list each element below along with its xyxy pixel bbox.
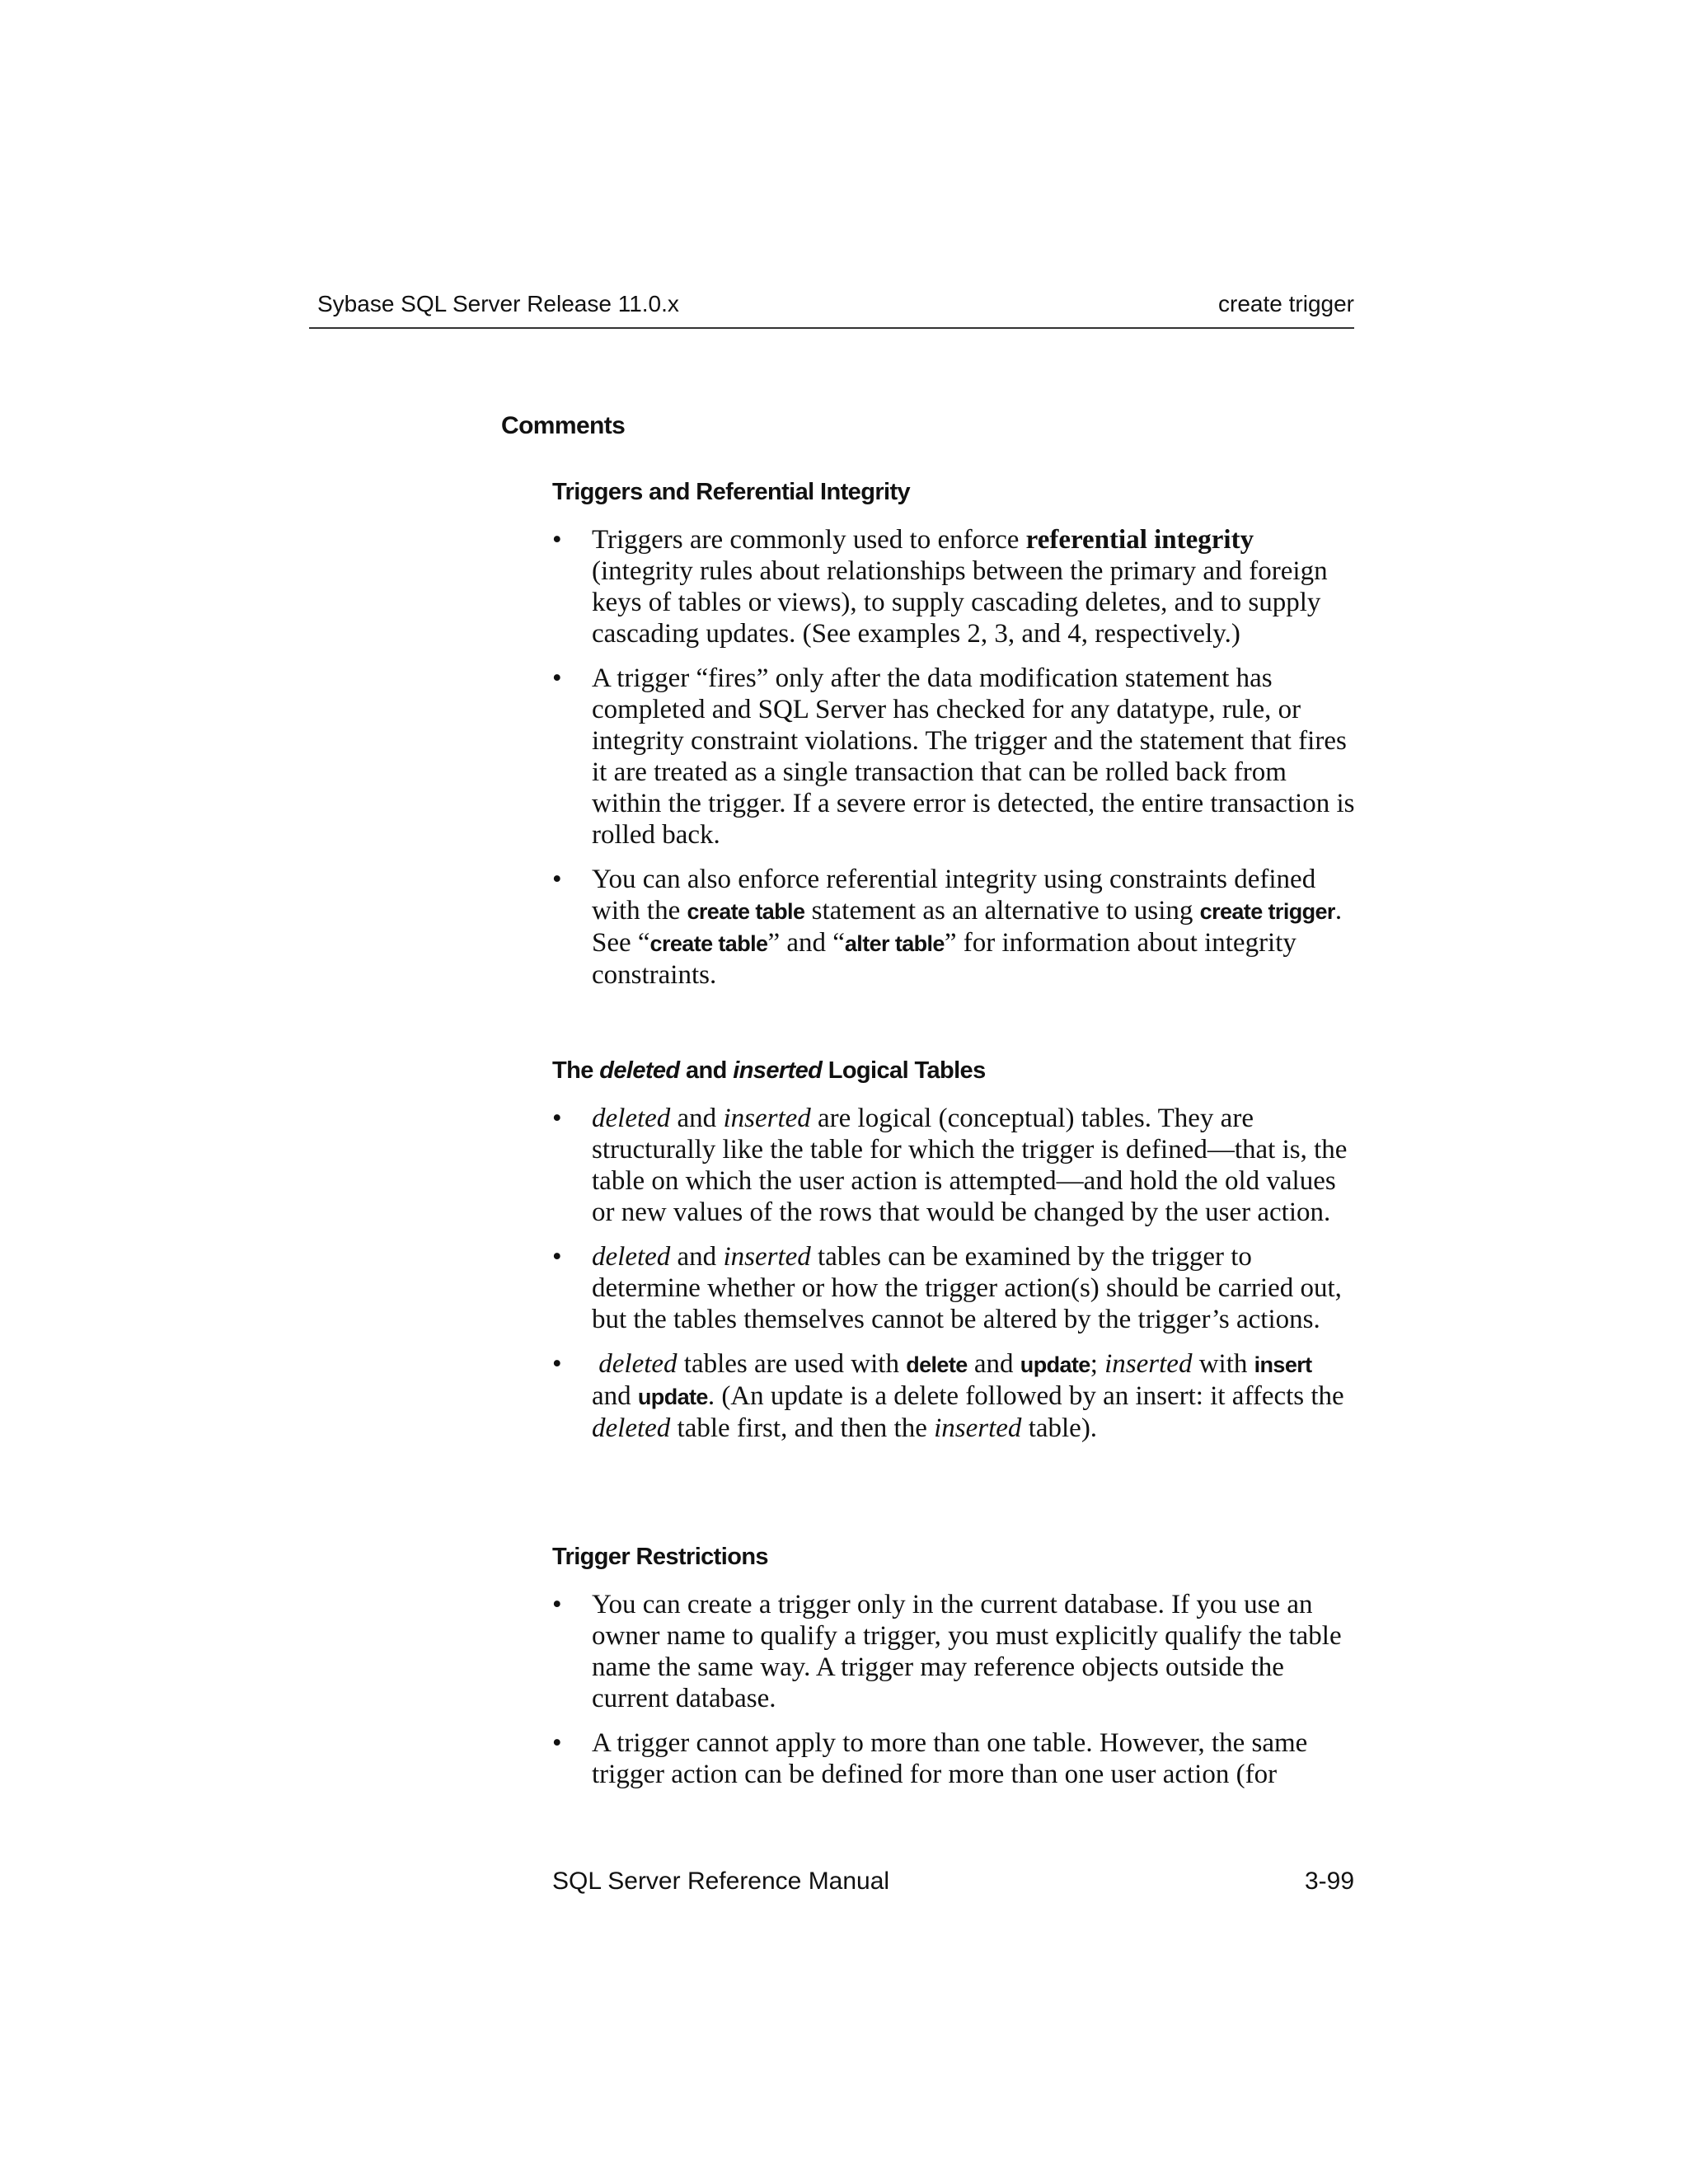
header-divider [309,327,1354,329]
list-item: • deleted and inserted are logical (conceptual) tables. They are structurally like the table for which the trigger is defined—that is, the table on which the user action is attempted—and hold the old values or new values of the rows that would be changed by the user action. [552,1104,1348,1227]
bold-term: referential integrity [1025,525,1254,555]
running-footer-title: SQL Server Reference Manual [552,1868,890,1895]
bullet-icon: • [552,1242,562,1272]
bullet-icon: • [552,663,562,693]
subheading-trigger-restrictions: Trigger Restrictions [552,1544,768,1570]
list-item: • You can also enforce referential integrity using constraints defined with the create table statement as an alternative to using create trigger. See “create table” and “alter table” for information about integrity constraints. [552,865,1343,990]
bullet-icon: • [552,1590,562,1619]
code-term: create trigger [1199,899,1335,924]
code-term: delete [906,1352,968,1377]
code-term: create table [649,931,768,956]
bullet-list-referential-integrity [552,524,1356,1004]
running-header-section: create trigger [1218,291,1354,316]
list-item: • deleted tables are used with delete and update; inserted with insert and update. (An update is a delete followed by an insert: it affects the deleted table first, and then the inserted table). [552,1349,1344,1443]
bullet-icon: • [552,525,562,555]
subheading-referential-integrity: Triggers and Referential Integrity [552,479,911,505]
bullet-list-trigger-restrictions [552,1589,1356,1803]
list-item: • Triggers are commonly used to enforce referential integrity (integrity rules about relationships between the primary and foreign keys of tables or views), to supply cascading deletes, and to supply cascading updates. (See examples 2, 3, and 4, respectively.) [552,525,1328,649]
running-header-title: Sybase SQL Server Release 11.0.x [317,291,679,316]
code-term: create table [687,899,805,924]
bullet-icon: • [552,1728,562,1758]
bullet-list-logical-tables [552,1103,1356,1457]
code-term: update [1020,1352,1090,1377]
code-term: update [637,1385,708,1409]
section-heading-comments: Comments [501,412,626,439]
list-item: • deleted and inserted tables can be examined by the trigger to determine whether or how the trigger action(s) should be carried out, but the tables themselves cannot be altered by the trigger’s actions. [552,1242,1342,1334]
page-number: 3-99 [1304,1868,1354,1895]
list-item: • You can create a trigger only in the current database. If you use an owner name to qualify a trigger, you must explicitly qualify the table name the same way. A trigger may reference objects outside the current database. [552,1590,1342,1713]
list-item: • A trigger “fires” only after the data modification statement has completed and SQL Server has checked for any datatype, rule, or integrity constraint violations. The trigger and the statement that fires it are treated as a single transaction that can be rolled back from within the trigger. If a severe error is detected, the entire transaction is rolled back. [552,663,1355,850]
list-item: • A trigger cannot apply to more than one table. However, the same trigger action can be defined for more than one user action (for [552,1728,1308,1789]
code-term: alter table [844,931,945,956]
bullet-icon: • [552,865,562,894]
bullet-icon: • [552,1349,562,1379]
bullet-icon: • [552,1104,562,1133]
code-term: insert [1254,1352,1312,1377]
subheading-logical-tables: The deleted and inserted Logical Tables [552,1057,986,1084]
